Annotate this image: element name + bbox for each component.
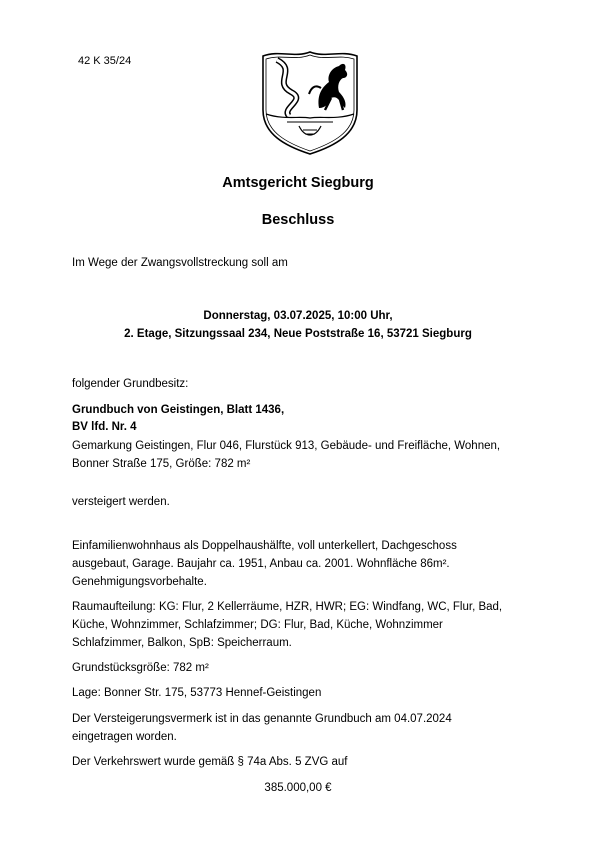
- file-reference: 42 K 35/24: [78, 55, 132, 67]
- registration-1: Der Versteigerungsvermerk ist in das genannte Grundbuch am 04.07.2024: [72, 713, 452, 725]
- document-type: Beschluss: [261, 212, 335, 228]
- nrw-coat-of-arms-icon: [259, 48, 361, 156]
- market-value-intro: Der Verkehrswert wurde gemäß § 74a Abs. 5 ZVG auf: [72, 756, 348, 768]
- land-register: Grundbuch von Geistingen, Blatt 1436,: [72, 404, 285, 416]
- registration-2: eingetragen worden.: [72, 731, 177, 743]
- rooms-desc-3: Schlafzimmer, Balkon, SpB: Speicherraum.: [72, 637, 292, 649]
- intro-text: Im Wege der Zwangsvollstreckung soll am: [72, 257, 288, 269]
- plot-size: Grundstücksgröße: 782 m²: [72, 662, 209, 674]
- market-value: 385.000,00 €: [264, 782, 332, 794]
- building-desc-3: Genehmigungsvorbehalte.: [72, 576, 207, 588]
- building-desc-2: ausgebaut, Garage. Baujahr ca. 1951, Anbau ca. 2001. Wohnfläche 86m².: [72, 558, 450, 570]
- appointment-date: Donnerstag, 03.07.2025, 10:00 Uhr,: [203, 310, 393, 322]
- court-name: Amtsgericht Siegburg: [222, 175, 374, 191]
- property-location: Lage: Bonner Str. 175, 53773 Hennef-Geistingen: [72, 687, 322, 699]
- appointment-location: 2. Etage, Sitzungssaal 234, Neue Poststraße 16, 53721 Siegburg: [124, 328, 472, 340]
- auction-phrase: versteigert werden.: [72, 496, 170, 508]
- building-desc-1: Einfamilienwohnhaus als Doppelhaushälfte, voll unterkellert, Dachgeschoss: [72, 540, 457, 552]
- rooms-desc-2: Küche, Wohnzimmer, Schlafzimmer; DG: Flur, Bad, Küche, Wohnzimmer: [72, 619, 443, 631]
- property-description-1: Gemarkung Geistingen, Flur 046, Flurstück 913, Gebäude- und Freifläche, Wohnen,: [72, 440, 501, 452]
- property-description-2: Bonner Straße 175, Größe: 782 m²: [72, 458, 251, 470]
- bv-number: BV lfd. Nr. 4: [72, 421, 137, 433]
- property-intro: folgender Grundbesitz:: [72, 378, 189, 390]
- rooms-desc-1: Raumaufteilung: KG: Flur, 2 Kellerräume, HZR, HWR; EG: Windfang, WC, Flur, Bad,: [72, 601, 503, 613]
